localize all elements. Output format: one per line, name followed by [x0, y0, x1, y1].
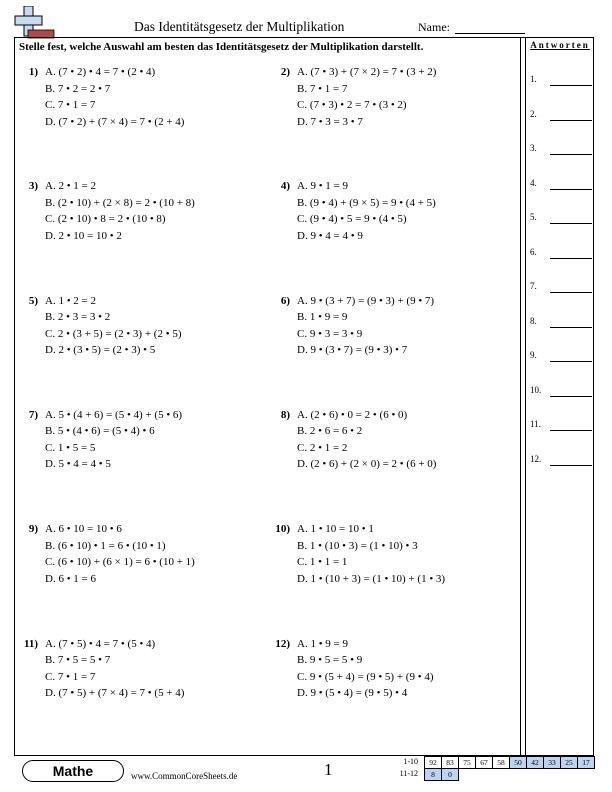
answer-option: A. 1 • 9 = 9: [297, 637, 348, 650]
score-cell: 8: [424, 768, 442, 781]
problem-number: 7): [28, 408, 38, 421]
answer-option: A. 1 • 2 = 2: [45, 294, 96, 307]
answer-blank[interactable]: [550, 223, 592, 224]
page-title: Das Identitätsgesetz der Multiplikation: [134, 19, 345, 34]
score-row-label: 1-10: [403, 757, 418, 766]
name-field[interactable]: [455, 33, 525, 34]
answer-row: [530, 109, 592, 123]
problem-number: 1): [28, 66, 38, 78]
answer-blank[interactable]: [550, 154, 592, 155]
answer-option: C. 9 • 3 = 3 • 9: [297, 327, 363, 340]
answer-option: B. 1 • 9 = 9: [297, 311, 348, 324]
score-cell: 33: [543, 756, 561, 769]
answer-option: D. 2 • (3 • 5) = (2 • 3) • 5: [45, 344, 156, 357]
answer-number: 8.: [530, 315, 537, 326]
answer-row: [530, 385, 592, 399]
answer-option: D. (7 • 5) + (7 × 4) = 7 • (5 + 4): [45, 687, 185, 699]
answer-option: D. 9 • 4 = 4 • 9: [297, 229, 363, 242]
score-cell: 75: [458, 756, 476, 769]
problem-number: 11): [23, 637, 38, 650]
answer-number: 10.: [530, 384, 542, 395]
answer-option: D. 6 • 1 = 6: [45, 572, 96, 585]
answer-option: B. 7 • 5 = 5 • 7: [45, 654, 111, 666]
problem-number: 9): [28, 523, 38, 536]
answer-blank[interactable]: [550, 120, 592, 121]
answer-option: D. 7 • 3 = 3 • 7: [297, 115, 363, 128]
answer-option: B. 1 • (10 • 3) = (1 • 10) • 3: [297, 539, 418, 552]
answer-option: C. (9 • 4) • 5 = 9 • (4 • 5): [297, 213, 407, 226]
score-row-label: 11-12: [399, 769, 418, 778]
answer-option: A. 5 • (4 + 6) = (5 • 4) + (5 • 6): [45, 408, 183, 421]
answer-option: D. 9 • (5 • 4) = (9 • 5) • 4: [297, 687, 408, 699]
answer-option: A. 1 • 10 = 10 • 1: [297, 523, 374, 536]
answer-number: 12.: [530, 453, 542, 464]
problem-number: 6): [280, 294, 290, 307]
answer-option: B. 7 • 1 = 7: [297, 82, 348, 95]
answer-option: B. 5 • (4 • 6) = (5 • 4) • 6: [45, 425, 155, 438]
score-cell: 67: [475, 756, 493, 769]
answer-option: C. 7 • 1 = 7: [45, 99, 96, 111]
answer-number: 1.: [530, 74, 537, 84]
answer-blank[interactable]: [550, 430, 592, 431]
answer-option: D. (7 • 2) + (7 × 4) = 7 • (2 + 4): [45, 115, 185, 128]
answer-option: B. 2 • 3 = 3 • 2: [45, 311, 111, 324]
answer-option: B. 7 • 2 = 2 • 7: [45, 82, 111, 95]
frame-border-top: [14, 37, 594, 38]
answer-option: C. 9 • (5 + 4) = (9 • 5) + (9 • 4): [297, 670, 434, 683]
answer-option: A. 9 • 1 = 9: [297, 180, 348, 193]
answer-option: C. 2 • (3 + 5) = (2 • 3) + (2 • 5): [45, 327, 182, 340]
answer-row: [530, 247, 592, 261]
answer-blank[interactable]: [550, 258, 592, 259]
answer-row: [530, 316, 592, 330]
problem-number: 4): [280, 180, 290, 193]
answer-blank[interactable]: [550, 361, 592, 362]
page-number: 1: [324, 760, 333, 779]
answer-option: A. (7 • 3) + (7 × 2) = 7 • (3 + 2): [297, 66, 437, 78]
answer-row: [530, 454, 592, 468]
score-cell: 0: [441, 768, 459, 781]
answer-option: C. (2 • 10) • 8 = 2 • (10 • 8): [45, 213, 166, 226]
answer-row: [530, 143, 592, 157]
answer-option: A. 2 • 1 = 2: [45, 180, 96, 193]
answer-option: A. (2 • 6) • 0 = 2 • (6 • 0): [297, 408, 408, 421]
problem-number: 8): [280, 408, 290, 421]
answer-number: 6.: [530, 246, 537, 257]
score-cell: 17: [577, 756, 595, 769]
subject-badge: Mathe: [22, 760, 124, 782]
answer-option: C. 7 • 1 = 7: [45, 670, 96, 683]
answer-option: B. 9 • 5 = 5 • 9: [297, 654, 363, 666]
score-cell: 58: [492, 756, 510, 769]
name-label: Name:: [418, 20, 450, 34]
answer-number: 5.: [530, 212, 537, 222]
answer-option: B. (6 • 10) • 1 = 6 • (10 • 1): [45, 539, 166, 552]
answer-row: [530, 178, 592, 192]
score-cell: 42: [526, 756, 544, 769]
answer-option: B. (2 • 10) + (2 × 8) = 2 • (10 + 8): [45, 196, 195, 209]
answer-column-divider: [520, 37, 521, 755]
answer-option: C. 1 • 1 = 1: [297, 556, 348, 569]
score-cell: 83: [441, 756, 459, 769]
site-url: www.CommonCoreSheets.de: [131, 771, 238, 781]
answer-option: D. 2 • 10 = 10 • 2: [45, 229, 122, 242]
answer-number: 9.: [530, 350, 537, 360]
answer-blank[interactable]: [550, 396, 592, 397]
answer-option: D. 9 • (3 • 7) = (9 • 3) • 7: [297, 344, 408, 357]
score-cell: 25: [560, 756, 578, 769]
instruction-text: Stelle fest, welche Auswahl am besten das Identitätsgesetz der Multiplikation darstellt.: [19, 41, 424, 53]
answer-number: 4.: [530, 177, 537, 188]
problem-number: 2): [280, 66, 290, 78]
answer-row: [530, 281, 592, 295]
answer-option: A. 6 • 10 = 10 • 6: [45, 523, 122, 536]
answer-option: D. (2 • 6) + (2 × 0) = 2 • (6 + 0): [297, 458, 437, 471]
answer-column-divider: [525, 37, 526, 755]
answer-number: 7.: [530, 281, 537, 291]
answers-header: Antworten: [530, 40, 590, 50]
answer-option: C. 1 • 5 = 5: [45, 441, 96, 454]
answer-blank[interactable]: [550, 465, 592, 466]
answer-blank[interactable]: [550, 85, 592, 86]
answer-row: [530, 212, 592, 226]
score-cell: 50: [509, 756, 527, 769]
answer-option: A. (7 • 2) • 4 = 7 • (2 • 4): [45, 66, 156, 78]
answer-option: A. (7 • 5) • 4 = 7 • (5 • 4): [45, 637, 156, 650]
answer-row: [530, 74, 592, 88]
answer-option: C. (7 • 3) • 2 = 7 • (3 • 2): [297, 99, 407, 111]
answer-option: D. 1 • (10 + 3) = (1 • 10) + (1 • 3): [297, 572, 446, 585]
answer-option: D. 5 • 4 = 4 • 5: [45, 458, 111, 471]
answer-option: B. (9 • 4) + (9 × 5) = 9 • (4 + 5): [297, 196, 436, 209]
answer-option: C. (6 • 10) + (6 × 1) = 6 • (10 + 1): [45, 556, 195, 569]
frame-border-left: [14, 37, 15, 755]
answer-number: 11.: [530, 419, 541, 429]
answer-number: 3.: [530, 143, 537, 153]
answer-number: 2.: [530, 108, 537, 119]
answer-option: A. 9 • (3 + 7) = (9 • 3) + (9 • 7): [297, 294, 435, 307]
score-cell: 92: [424, 756, 442, 769]
answer-blank[interactable]: [550, 292, 592, 293]
answer-row: [530, 419, 592, 433]
answer-option: C. 2 • 1 = 2: [297, 441, 348, 454]
problem-number: 3): [28, 180, 38, 193]
answer-row: [530, 350, 592, 364]
problem-number: 5): [28, 294, 38, 307]
problem-number: 10): [275, 523, 290, 536]
answer-blank[interactable]: [550, 327, 592, 328]
answer-option: B. 2 • 6 = 6 • 2: [297, 425, 363, 438]
frame-border-right: [593, 37, 594, 755]
answer-blank[interactable]: [550, 189, 592, 190]
problem-number: 12): [275, 637, 290, 650]
